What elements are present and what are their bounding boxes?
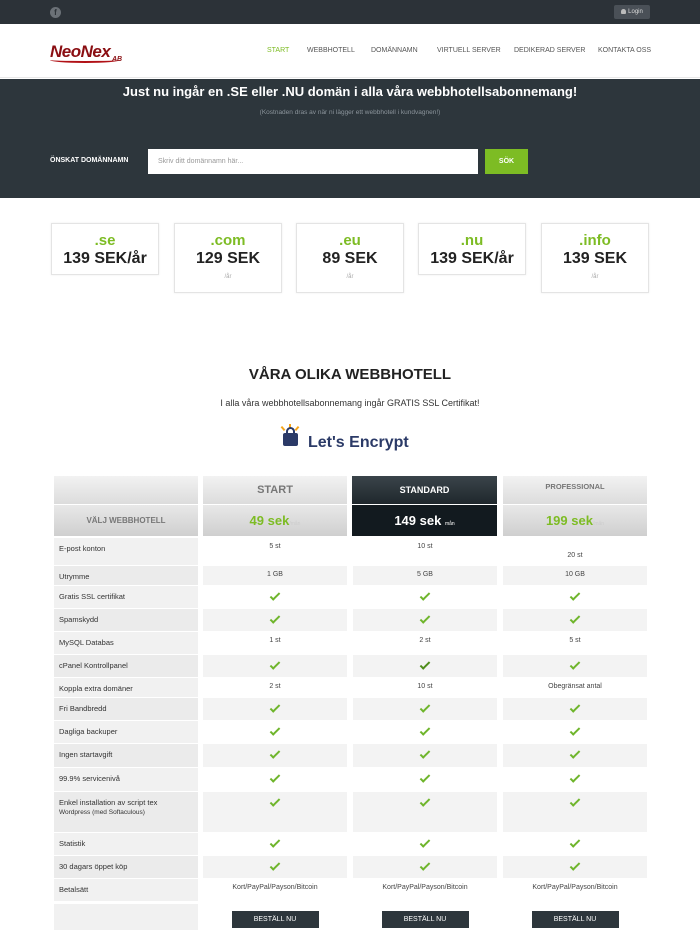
value-text: 10 st — [417, 683, 433, 690]
neonex-logo[interactable] — [50, 42, 134, 68]
top-bar — [0, 0, 700, 24]
feature-label — [54, 744, 198, 767]
check-cell — [203, 856, 347, 878]
feature-label-text: MySQL Databas — [59, 638, 114, 647]
nav-item-webbhotell[interactable]: WEBBHOTELL — [307, 47, 355, 54]
plan-price-unit: mån — [444, 521, 455, 527]
check-cell — [203, 655, 347, 677]
feature-label-text: Enkel installation av script tex — [59, 798, 158, 807]
check-cell — [503, 856, 647, 878]
value-cell — [503, 879, 647, 901]
check-icon — [570, 659, 581, 670]
check-icon — [270, 590, 281, 601]
domain-price: 89 SEK — [322, 250, 378, 267]
lets-encrypt-name: Let's Encrypt — [308, 434, 409, 451]
check-icon — [570, 725, 581, 736]
check-cell — [503, 609, 647, 631]
check-icon — [420, 796, 431, 807]
plan-name: START — [203, 476, 347, 504]
check-cell — [203, 792, 347, 832]
domain-ext: .se — [94, 232, 116, 249]
table-row — [54, 879, 648, 901]
facebook-icon[interactable]: f — [50, 7, 61, 18]
plan-price-value: 199 sek — [545, 513, 593, 528]
check-cell — [503, 698, 647, 720]
logo-suffix: AB — [112, 56, 123, 63]
table-row — [54, 744, 648, 767]
value-text: 20 st — [567, 552, 583, 559]
plan-price-box — [503, 505, 647, 536]
check-cell — [353, 609, 497, 631]
logo-text: NeoNex — [50, 42, 111, 61]
value-cell — [503, 566, 647, 585]
section-title: VÅRA OLIKA WEBBHOTELL — [248, 366, 452, 383]
domain-price: 129 SEK — [195, 250, 261, 267]
value-text: Kort/PayPal/Payson/Bitcoin — [532, 884, 618, 891]
feature-label-text: Utrymme — [59, 572, 90, 581]
value-cell — [203, 566, 347, 585]
check-icon — [270, 796, 281, 807]
domain-price: 139 SEK/år — [63, 250, 147, 267]
value-text: Obegränsat antal — [548, 683, 602, 690]
value-cell — [353, 879, 497, 901]
check-icon — [420, 613, 431, 624]
table-row — [54, 538, 648, 565]
check-icon — [270, 702, 281, 713]
plan-name: PROFESSIONAL — [503, 476, 647, 504]
plan-price — [394, 513, 454, 528]
check-icon — [270, 772, 281, 783]
logo-swoosh — [50, 56, 123, 63]
plan-price-value: 149 sek — [394, 513, 442, 528]
check-icon — [270, 659, 281, 670]
check-cell — [353, 856, 497, 878]
feature-label — [54, 792, 198, 832]
feature-label — [54, 721, 198, 743]
plan-name: STANDARD — [352, 476, 497, 504]
domain-price-nu[interactable] — [418, 223, 526, 275]
plan-price-unit: /mån — [592, 521, 605, 527]
check-cell — [503, 792, 647, 832]
nav-item-domannamn[interactable]: DOMÄNNAMN — [371, 47, 418, 54]
feature-label — [54, 768, 198, 791]
feature-label — [54, 879, 198, 901]
domain-per: /år — [591, 274, 599, 280]
value-cell — [203, 879, 347, 901]
check-cell — [203, 698, 347, 720]
domain-ext: .eu — [339, 232, 361, 249]
table-row — [54, 698, 648, 720]
check-icon — [570, 837, 581, 848]
check-cell — [503, 586, 647, 608]
feature-label — [54, 856, 198, 878]
value-cell — [503, 538, 647, 565]
feature-sublabel: Wordpress (med Softaculous) — [59, 809, 145, 816]
plan-price-value: 49 sek — [249, 513, 290, 528]
value-cell — [203, 678, 347, 697]
order-button[interactable]: BESTÄLL NU — [232, 911, 319, 928]
plan-price — [546, 513, 604, 528]
table-row — [54, 566, 648, 585]
promo-note: (Kostnaden dras av när ni lägger ett webbhotell i kundvagnen!) — [259, 109, 441, 116]
feature-label-text: 99.9% servicenivå — [59, 774, 120, 783]
check-icon — [270, 613, 281, 624]
check-icon — [270, 748, 281, 759]
feature-label — [54, 632, 198, 654]
check-icon — [570, 772, 581, 783]
value-text: 2 st — [419, 637, 431, 644]
check-icon — [420, 837, 431, 848]
login-label: Login — [628, 9, 643, 15]
check-cell — [203, 609, 347, 631]
feature-label — [54, 609, 198, 631]
check-cell — [353, 655, 497, 677]
domain-ext: .info — [579, 232, 611, 249]
check-icon — [420, 772, 431, 783]
table-row — [54, 632, 648, 654]
value-text: 1 st — [269, 637, 281, 644]
feature-label-text: E-post konton — [59, 544, 106, 553]
feature-label — [54, 538, 198, 565]
check-icon — [270, 725, 281, 736]
check-cell — [353, 792, 497, 832]
feature-label-text: Statistik — [59, 839, 86, 848]
check-icon — [420, 748, 431, 759]
header-blank — [54, 476, 198, 504]
value-text: 2 st — [269, 683, 281, 690]
feature-label — [54, 655, 198, 677]
check-cell — [503, 833, 647, 855]
check-cell — [203, 833, 347, 855]
plan-price-box — [203, 505, 347, 536]
section-subtitle: I alla våra webbhotellsabonnemang ingår GRATIS SSL Certifikat! — [220, 398, 480, 408]
check-cell — [503, 655, 647, 677]
feature-label-text: cPanel Kontrollpanel — [59, 661, 128, 670]
check-icon — [420, 590, 431, 601]
table-row — [54, 721, 648, 743]
login-button[interactable] — [614, 5, 650, 19]
domain-price-com[interactable] — [174, 223, 282, 293]
check-cell — [203, 768, 347, 791]
table-row — [54, 586, 648, 608]
domain-price-info[interactable] — [541, 223, 649, 293]
plan-header-start — [203, 476, 347, 536]
domain-price: 139 SEK/år — [430, 250, 514, 267]
table-row — [54, 856, 648, 878]
value-text: Kort/PayPal/Payson/Bitcoin — [232, 884, 318, 891]
feature-label-text: Gratis SSL certifikat — [59, 592, 125, 601]
check-icon — [570, 748, 581, 759]
feature-label-text: Koppla extra domäner — [59, 684, 133, 693]
plan-price-box — [352, 505, 497, 536]
check-cell — [203, 721, 347, 743]
check-icon — [420, 702, 431, 713]
value-text: 10 st — [417, 543, 433, 550]
check-icon — [570, 613, 581, 624]
value-cell — [353, 678, 497, 697]
order-button[interactable]: BESTÄLL NU — [382, 911, 469, 928]
feature-label — [54, 698, 198, 720]
value-cell — [203, 632, 347, 654]
label-column-header — [54, 476, 198, 536]
check-cell — [503, 721, 647, 743]
check-cell — [503, 744, 647, 767]
value-cell — [353, 538, 497, 565]
domain-per: /år — [224, 274, 232, 280]
order-button[interactable]: BESTÄLL NU — [532, 911, 619, 928]
nav-item-kontakta-oss[interactable]: KONTAKTA OSS — [598, 47, 652, 54]
value-cell — [503, 632, 647, 654]
nav-item-start[interactable]: START — [267, 47, 290, 54]
user-icon — [621, 9, 626, 14]
domain-search-input[interactable]: Skriv ditt domännamn här... — [148, 149, 478, 174]
feature-label-text: Ingen startavgift — [59, 750, 113, 759]
domain-ext: .nu — [460, 232, 484, 249]
check-cell — [353, 768, 497, 791]
check-cell — [353, 721, 497, 743]
check-icon — [570, 860, 581, 871]
nav-item-dedikerad-server[interactable]: DEDIKERAD SERVER — [514, 47, 586, 54]
lock-icon — [283, 433, 298, 446]
check-icon — [570, 590, 581, 601]
check-cell — [203, 744, 347, 767]
value-text: 10 GB — [565, 571, 585, 578]
value-cell — [353, 632, 497, 654]
check-icon — [420, 659, 431, 670]
check-icon — [270, 837, 281, 848]
value-text: Kort/PayPal/Payson/Bitcoin — [382, 884, 468, 891]
order-cell — [503, 904, 647, 930]
check-icon — [420, 725, 431, 736]
domain-label: ÖNSKAT DOMÄNNAMN — [50, 157, 129, 164]
check-cell — [353, 744, 497, 767]
domain-search-band — [0, 79, 700, 198]
lets-encrypt-logo — [278, 424, 424, 454]
value-text: 5 st — [269, 543, 281, 550]
check-cell — [353, 833, 497, 855]
table-row — [54, 792, 648, 832]
domain-price: 139 SEK — [562, 250, 628, 267]
check-cell — [353, 698, 497, 720]
table-row — [54, 678, 648, 697]
feature-label — [54, 678, 198, 697]
value-text: 5 st — [569, 637, 581, 644]
select-plan-label: VÄLJ WEBBHOTELL — [54, 505, 198, 536]
order-cell — [203, 904, 347, 930]
value-cell — [503, 678, 647, 697]
search-button[interactable]: SÖK — [485, 149, 528, 174]
value-cell — [203, 538, 347, 565]
plan-header-professional — [503, 476, 647, 536]
check-icon — [570, 796, 581, 807]
domain-ext: .com — [210, 232, 246, 249]
domain-price-se[interactable] — [51, 223, 159, 275]
table-row — [54, 609, 648, 631]
table-row — [54, 768, 648, 791]
feature-label-text: Spamskydd — [59, 615, 99, 624]
plan-header-standard — [352, 476, 497, 536]
feature-label — [54, 566, 198, 585]
nav-item-virtuell-server[interactable]: VIRTUELL SERVER — [437, 47, 501, 54]
order-row — [54, 904, 648, 930]
domain-price-eu[interactable] — [296, 223, 404, 293]
table-row — [54, 655, 648, 677]
feature-label-text: Fri Bandbredd — [59, 704, 107, 713]
order-row-blank — [54, 904, 198, 930]
feature-label-text: 30 dagars öppet köp — [59, 862, 128, 871]
domain-per: /år — [346, 274, 354, 280]
feature-label — [54, 833, 198, 855]
check-cell — [353, 586, 497, 608]
check-icon — [420, 860, 431, 871]
check-cell — [203, 586, 347, 608]
check-cell — [503, 768, 647, 791]
promo-headline: Just nu ingår en .SE eller .NU domän i alla våra webbhotellsabonnemang! — [122, 84, 578, 99]
value-text: 5 GB — [417, 571, 433, 578]
table-row — [54, 833, 648, 855]
plan-price — [250, 513, 301, 528]
feature-label-text: Betalsätt — [59, 885, 89, 894]
plan-price-unit: /mån — [289, 521, 301, 527]
check-icon — [570, 702, 581, 713]
value-cell — [353, 566, 497, 585]
feature-label — [54, 586, 198, 608]
order-cell — [353, 904, 497, 930]
feature-label-text: Dagliga backuper — [59, 727, 118, 736]
value-text: 1 GB — [267, 571, 283, 578]
check-icon — [270, 860, 281, 871]
